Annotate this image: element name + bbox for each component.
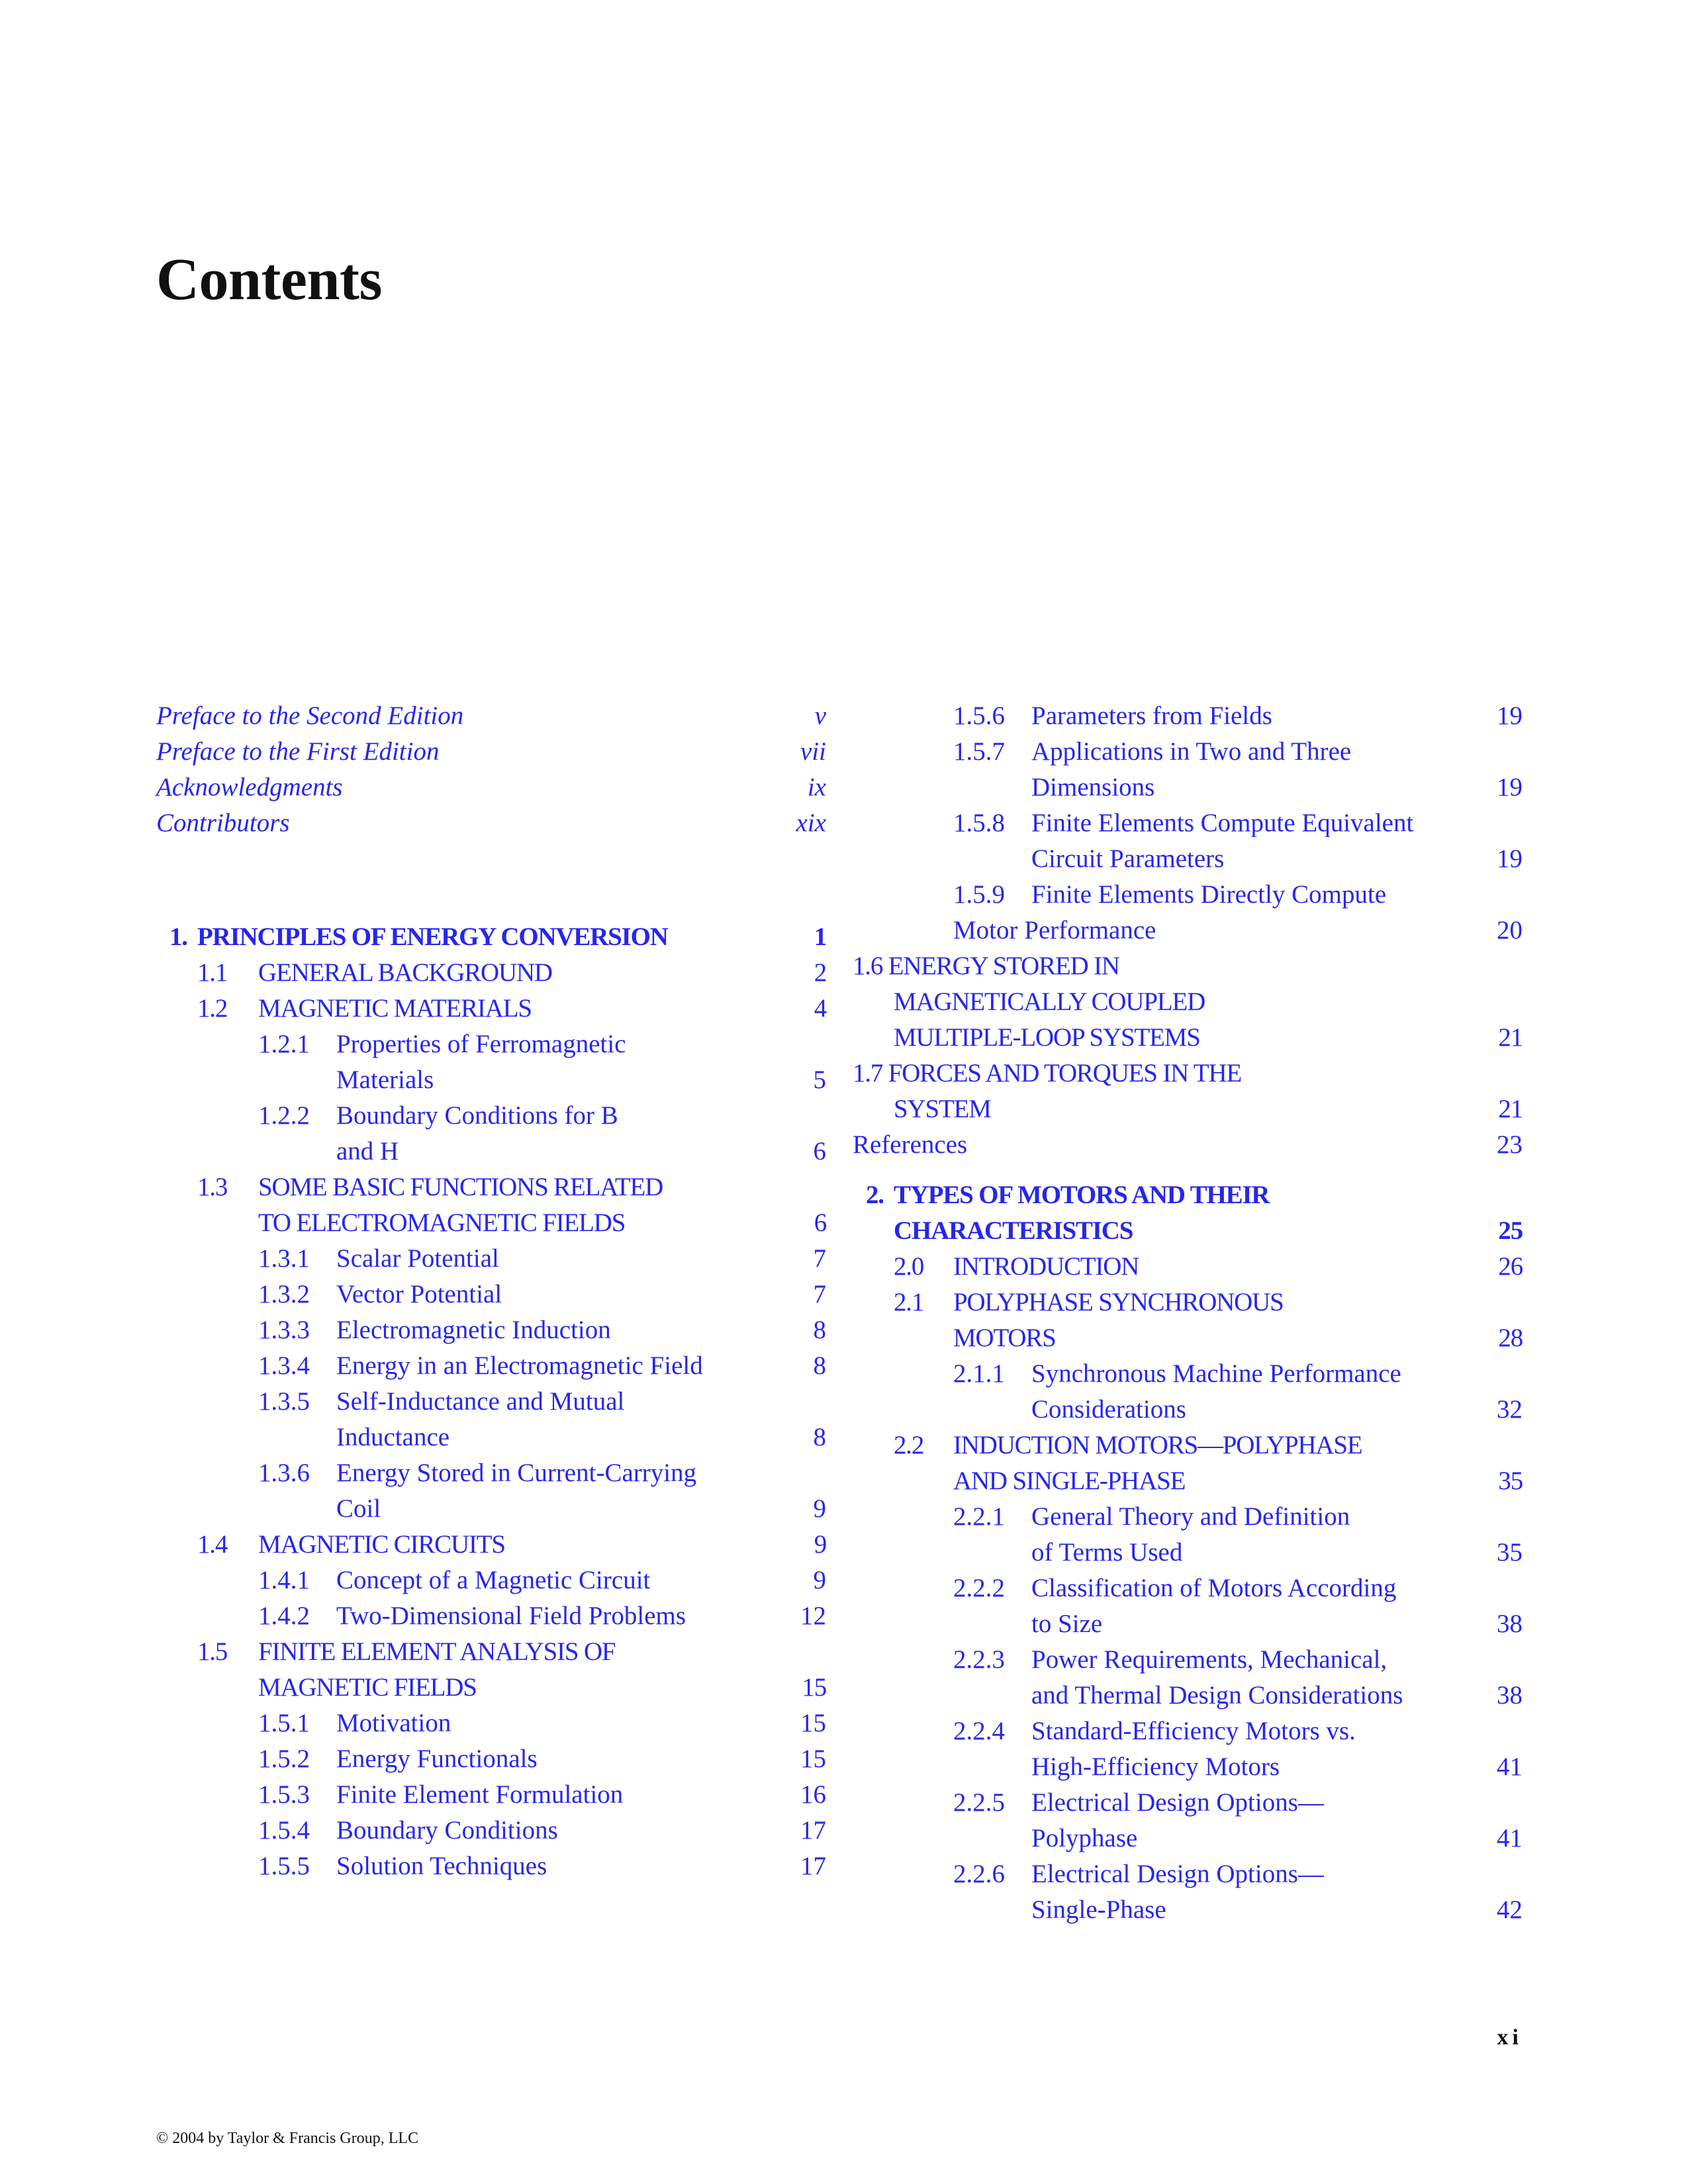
entry-number: 2.1 [894, 1288, 924, 1316]
entry-title: POLYPHASE SYNCHRONOUS [953, 1288, 1284, 1316]
entry-title: Boundary Conditions for B [336, 1101, 618, 1130]
toc-entry[interactable] [156, 734, 826, 770]
toc-subsection-continuation[interactable] [853, 1392, 1523, 1428]
toc-subsection-entry[interactable] [156, 1241, 826, 1277]
entry-number: 1.5.5 [258, 1852, 310, 1880]
entry-number: 2.2.1 [953, 1502, 1005, 1531]
entry-number: 1.5.4 [258, 1816, 310, 1844]
entry-number: 1.5.2 [258, 1745, 310, 1773]
entry-page: 4 [814, 994, 826, 1023]
toc-references-entry[interactable] [853, 1127, 1523, 1163]
entry-page: 15 [800, 1745, 826, 1773]
toc-entry[interactable] [156, 698, 826, 734]
entry-number: 1.1 [197, 958, 228, 987]
entry-title: INTRODUCTION [953, 1252, 1139, 1281]
entry-number: 1.3.4 [258, 1351, 310, 1380]
toc-subsection-entry[interactable] [156, 1741, 826, 1777]
entry-page: 17 [800, 1816, 826, 1844]
entry-number: 2.0 [894, 1252, 924, 1281]
toc-subsection-entry[interactable] [156, 1598, 826, 1634]
entry-number: 1.3 [197, 1173, 228, 1201]
entry-title: MAGNETICALLY COUPLED [894, 987, 1205, 1016]
entry-number: 2.1.1 [953, 1359, 1005, 1388]
entry-title: 1.7 FORCES AND TORQUES IN THE [853, 1059, 1242, 1087]
entry-page: 35 [1498, 1467, 1523, 1495]
toc-section-continuation[interactable] [156, 1670, 826, 1706]
entry-number: 1.5.1 [258, 1709, 310, 1737]
entry-number: 1.5.7 [953, 737, 1005, 766]
entry-number: 1.3.6 [258, 1459, 310, 1487]
toc-section-entry[interactable] [156, 955, 826, 991]
entry-title: Applications in Two and Three [1031, 737, 1352, 766]
entry-number: 1.5.9 [953, 880, 1005, 909]
entry-page: 20 [1497, 916, 1523, 944]
toc-section-continuation[interactable] [853, 984, 1523, 1020]
entry-number: 1.5.3 [258, 1780, 310, 1809]
entry-title: Two-Dimensional Field Problems [336, 1602, 686, 1630]
entry-page: 26 [1498, 1252, 1523, 1281]
entry-page: 19 [1497, 844, 1523, 873]
entry-page: 15 [802, 1673, 826, 1702]
entry-title: Motivation [336, 1709, 451, 1737]
entry-title: SOME BASIC FUNCTIONS RELATED [258, 1173, 663, 1201]
entry-title: Circuit Parameters [1031, 844, 1225, 873]
entry-page: 7 [813, 1280, 826, 1308]
entry-title: Motor Performance [953, 916, 1156, 944]
toc-section-continuation[interactable] [853, 1091, 1523, 1127]
entry-title: Concept of a Magnetic Circuit [336, 1566, 651, 1594]
entry-title: Vector Potential [336, 1280, 502, 1308]
entry-number: 2.2.4 [953, 1717, 1005, 1745]
toc-section-entry[interactable] [156, 991, 826, 1026]
entry-title: Energy Functionals [336, 1745, 538, 1773]
toc-subsection-entry[interactable] [853, 1356, 1523, 1392]
entry-title: TO ELECTROMAGNETIC FIELDS [258, 1208, 626, 1237]
entry-title: Scalar Potential [336, 1244, 499, 1273]
entry-title: Single-Phase [1031, 1895, 1166, 1924]
entry-title: Finite Element Formulation [336, 1780, 624, 1809]
entry-title: Finite Elements Compute Equivalent [1031, 809, 1414, 837]
entry-page: 7 [813, 1244, 826, 1273]
entry-page: 23 [1497, 1130, 1523, 1159]
entry-page: 6 [813, 1137, 826, 1165]
toc-subsection-entry[interactable] [853, 877, 1523, 913]
entry-title: Properties of Ferromagnetic [336, 1030, 626, 1058]
entry-title: MAGNETIC CIRCUITS [258, 1530, 505, 1559]
entry-title: References [853, 1130, 968, 1159]
entry-title: FINITE ELEMENT ANALYSIS OF [258, 1637, 616, 1666]
toc-subsection-entry[interactable] [156, 1098, 826, 1134]
entry-title: Preface to the Second Edition [156, 702, 464, 730]
entry-title: Synchronous Machine Performance [1031, 1359, 1401, 1388]
entry-page: ix [807, 773, 826, 801]
entry-title: Materials [336, 1066, 434, 1094]
entry-title: Electromagnetic Induction [336, 1316, 611, 1344]
entry-number: 1.4 [197, 1530, 228, 1559]
toc-subsection-entry[interactable] [156, 1848, 826, 1884]
entry-page: 15 [800, 1709, 826, 1737]
entry-number: 1.5.6 [953, 702, 1005, 730]
page-number: xi [1497, 2025, 1523, 2050]
toc-section-continuation[interactable] [853, 1320, 1523, 1356]
entry-title: High-Efficiency Motors [1031, 1752, 1280, 1781]
entry-title: MAGNETIC MATERIALS [258, 994, 532, 1023]
toc-subsection-entry[interactable] [853, 1856, 1523, 1892]
entry-number: 2.2.3 [953, 1645, 1005, 1674]
toc-subsection-continuation[interactable] [853, 1678, 1523, 1713]
entry-title: INDUCTION MOTORS—POLYPHASE [953, 1431, 1362, 1459]
entry-page: 8 [813, 1316, 826, 1344]
entry-title: CHARACTERISTICS [894, 1216, 1133, 1245]
toc-section-entry[interactable] [156, 1634, 826, 1670]
page-title: Contents [156, 247, 383, 312]
toc-subsection-entry[interactable] [853, 805, 1523, 841]
entry-page: 21 [1498, 1095, 1523, 1123]
entry-number: 2.2.2 [953, 1574, 1005, 1602]
toc-subsection-continuation[interactable] [853, 1821, 1523, 1856]
entry-title: Inductance [336, 1423, 450, 1451]
entry-page: 38 [1497, 1681, 1523, 1709]
toc-subsection-entry[interactable] [853, 734, 1523, 770]
toc-subsection-continuation[interactable] [853, 1892, 1523, 1928]
toc-subsection-entry[interactable] [156, 1348, 826, 1384]
toc-section-entry[interactable] [853, 1428, 1523, 1463]
toc-subsection-entry[interactable] [156, 1777, 826, 1813]
entry-page: 38 [1497, 1610, 1523, 1638]
toc-section-entry[interactable] [853, 1249, 1523, 1285]
entry-title: and Thermal Design Considerations [1031, 1681, 1403, 1709]
entry-title: Energy Stored in Current-Carrying [336, 1459, 697, 1487]
entry-title: MAGNETIC FIELDS [258, 1673, 477, 1702]
entry-title: Parameters from Fields [1031, 702, 1272, 730]
entry-title: 1.6 ENERGY STORED IN [853, 952, 1119, 980]
toc-subsection-entry[interactable] [853, 698, 1523, 734]
toc-subsection-entry[interactable] [156, 1813, 826, 1848]
entry-number: 1.2.2 [258, 1101, 310, 1130]
entry-page: 28 [1498, 1324, 1523, 1352]
entry-page: 9 [813, 1494, 826, 1523]
toc-subsection-continuation[interactable] [156, 1420, 826, 1455]
entry-title: Classification of Motors According [1031, 1574, 1397, 1602]
toc-subsection-continuation[interactable] [853, 841, 1523, 877]
entry-title: Solution Techniques [336, 1852, 547, 1880]
toc-subsection-continuation[interactable] [853, 913, 1523, 948]
entry-title: and H [336, 1137, 399, 1165]
entry-title: Polyphase [1031, 1824, 1138, 1852]
entry-number: 1.4.2 [258, 1602, 310, 1630]
entry-title: SYSTEM [894, 1095, 991, 1123]
toc-section-continuation[interactable] [853, 1020, 1523, 1056]
entry-page: 21 [1498, 1023, 1523, 1052]
toc-chapter-entry[interactable] [853, 1177, 1523, 1213]
toc-entry[interactable] [156, 805, 826, 841]
toc-left-column [156, 698, 826, 1884]
toc-section-entry[interactable] [853, 948, 1523, 984]
entry-page: vii [800, 737, 826, 766]
entry-title: GENERAL BACKGROUND [258, 958, 552, 987]
entry-page: 41 [1497, 1752, 1523, 1781]
entry-page: 12 [800, 1602, 826, 1630]
toc-subsection-entry[interactable] [853, 1785, 1523, 1821]
entry-number: 2.2.6 [953, 1860, 1005, 1888]
toc-subsection-continuation[interactable] [156, 1062, 826, 1098]
entry-title: Boundary Conditions [336, 1816, 558, 1844]
entry-page: 16 [800, 1780, 826, 1809]
entry-title: Electrical Design Options— [1031, 1788, 1324, 1817]
entry-page: 25 [1498, 1216, 1523, 1245]
toc-subsection-entry[interactable] [156, 1026, 826, 1062]
entry-page: 17 [800, 1852, 826, 1880]
entry-number: 2.2 [894, 1431, 924, 1459]
entry-number: 1.3.3 [258, 1316, 310, 1344]
toc-entry[interactable] [156, 770, 826, 805]
entry-title: Finite Elements Directly Compute [1031, 880, 1387, 909]
entry-page: 8 [813, 1423, 826, 1451]
entry-title: PRINCIPLES OF ENERGY CONVERSION [197, 923, 668, 951]
entry-title: Acknowledgments [156, 773, 343, 801]
entry-title: MOTORS [953, 1324, 1056, 1352]
entry-page: 35 [1497, 1538, 1523, 1567]
entry-page: 19 [1497, 773, 1523, 801]
toc-subsection-entry[interactable] [156, 1706, 826, 1741]
entry-number: 2. [866, 1181, 884, 1209]
toc-subsection-entry[interactable] [156, 1384, 826, 1420]
toc-section-continuation[interactable] [853, 1463, 1523, 1499]
toc-subsection-entry[interactable] [156, 1455, 826, 1491]
entry-page: 9 [813, 1566, 826, 1594]
entry-title: General Theory and Definition [1031, 1502, 1350, 1531]
entry-page: 41 [1497, 1824, 1523, 1852]
entry-page: 9 [814, 1530, 826, 1559]
toc-chapter-continuation[interactable] [853, 1213, 1523, 1249]
entry-number: 1.4.1 [258, 1566, 310, 1594]
entry-title: to Size [1031, 1610, 1103, 1638]
entry-page: 6 [814, 1208, 826, 1237]
entry-title: Standard-Efficiency Motors vs. [1031, 1717, 1356, 1745]
toc-subsection-entry[interactable] [853, 1642, 1523, 1678]
entry-page: v [814, 702, 826, 730]
entry-title: Self-Inductance and Mutual [336, 1387, 625, 1416]
toc-section-entry[interactable] [156, 1169, 826, 1205]
toc-subsection-continuation[interactable] [853, 1606, 1523, 1642]
toc-subsection-continuation[interactable] [853, 1535, 1523, 1570]
toc-right-column [853, 698, 1523, 1928]
toc-subsection-continuation[interactable] [853, 1749, 1523, 1785]
entry-title: AND SINGLE-PHASE [953, 1467, 1186, 1495]
entry-title: Energy in an Electromagnetic Field [336, 1351, 703, 1380]
entry-title: TYPES OF MOTORS AND THEIR [894, 1181, 1270, 1209]
entry-page: xix [796, 809, 826, 837]
entry-page: 1 [814, 923, 826, 951]
entry-number: 1.3.1 [258, 1244, 310, 1273]
toc-section-entry[interactable] [156, 1527, 826, 1563]
copyright-footer: © 2004 by Taylor & Francis Group, LLC [156, 2130, 419, 2147]
entry-page: 8 [813, 1351, 826, 1380]
toc-subsection-entry[interactable] [156, 1312, 826, 1348]
entry-page: 5 [813, 1066, 826, 1094]
entry-number: 1.3.5 [258, 1387, 310, 1416]
entry-number: 2.2.5 [953, 1788, 1005, 1817]
entry-number: 1.2.1 [258, 1030, 310, 1058]
toc-chapter-entry[interactable] [156, 919, 826, 955]
entry-title: Coil [336, 1494, 381, 1523]
entry-title: MULTIPLE-LOOP SYSTEMS [894, 1023, 1200, 1052]
entry-title: of Terms Used [1031, 1538, 1183, 1567]
entry-page: 2 [814, 958, 826, 987]
entry-page: 19 [1497, 702, 1523, 730]
entry-number: 1. [169, 923, 187, 951]
entry-number: 1.5 [197, 1637, 228, 1666]
toc-subsection-entry[interactable] [156, 1277, 826, 1312]
entry-number: 1.5.8 [953, 809, 1005, 837]
toc-subsection-continuation[interactable] [156, 1491, 826, 1527]
entry-number: 1.3.2 [258, 1280, 310, 1308]
entry-page: 32 [1497, 1395, 1523, 1424]
entry-title: Considerations [1031, 1395, 1186, 1424]
toc-section-entry[interactable] [853, 1056, 1523, 1091]
toc-subsection-entry[interactable] [156, 1563, 826, 1598]
entry-number: 1.2 [197, 994, 228, 1023]
toc-subsection-continuation[interactable] [853, 770, 1523, 805]
entry-title: Dimensions [1031, 773, 1155, 801]
toc-subsection-continuation[interactable] [156, 1134, 826, 1169]
toc-subsection-entry[interactable] [853, 1570, 1523, 1606]
entry-title: Power Requirements, Mechanical, [1031, 1645, 1387, 1674]
toc-subsection-entry[interactable] [853, 1713, 1523, 1749]
entry-page: 42 [1497, 1895, 1523, 1924]
toc-section-entry[interactable] [853, 1285, 1523, 1320]
entry-title: Preface to the First Edition [156, 737, 440, 766]
entry-title: Electrical Design Options— [1031, 1860, 1324, 1888]
toc-section-continuation[interactable] [156, 1205, 826, 1241]
toc-subsection-entry[interactable] [853, 1499, 1523, 1535]
entry-title: Contributors [156, 809, 290, 837]
